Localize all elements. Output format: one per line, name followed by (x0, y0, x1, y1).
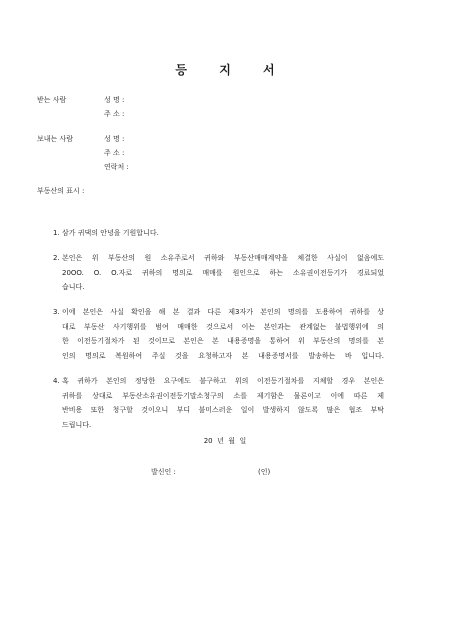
sender-address-label: 주 소 : (104, 149, 125, 157)
document-title: 등 지 서 (175, 63, 289, 77)
paragraph-body (62, 226, 384, 241)
paragraph-line: 귀하를 상대로 부동산소유권이전등기말소청구의 소를 제기함은 물론이고 이에 따른 제 (62, 391, 384, 400)
paragraph-line: 삼가 귀댁의 안녕을 기원합니다. (62, 229, 159, 237)
paragraph-body (62, 305, 384, 363)
paragraph-number: 2. (53, 254, 60, 262)
sender-name-label: 성 명 : (104, 135, 125, 143)
recipient-name-label: 성 명 : (104, 96, 125, 104)
paragraph-line: 드립니다. (62, 420, 92, 429)
paragraph-line: 대로 부동산 사기행위를 범여 매매한 것으로서 이는 본인과는 관계없는 불법행위에 의 (62, 322, 384, 331)
paragraph-number: 4. (53, 377, 60, 385)
paragraph-line: 이에 본인은 사실 확인을 해 본 결과 다른 제3자가 본인의 명의를 도용하여 귀하를 상 (62, 308, 384, 316)
paragraph-line: 습니다. (62, 283, 85, 291)
paragraph-line: 한 이전등기절차가 된 것이므로 본인은 본 내용증명을 통하여 위 부동산의 명의를 본 (62, 337, 384, 345)
paragraph-number: 3. (53, 308, 60, 316)
paragraph-line: 반비용 또한 청구할 것이오니 부디 불미스러운 일이 발생하지 않도록 많은 협조 부탁 (62, 406, 384, 414)
sender-label: 보내는 사람 (37, 135, 74, 143)
paragraph-line: 인의 명의로 복원하여 주실 것을 요청하고자 본 내용증명서를 발송하는 바 입니다. (62, 351, 384, 360)
paragraph-line: 혹 귀하가 본인의 정당한 요구에도 불구하고 위의 이전등기절차를 지체할 경우 본인은 (62, 377, 384, 385)
recipient-address-label: 주 소 : (104, 110, 125, 118)
signature-seal: (인) (258, 468, 271, 476)
paragraph-number: 1. (53, 229, 60, 237)
property-label: 부동산의 표시 : (37, 187, 85, 195)
signature-label: 발신인 : (151, 468, 176, 476)
paragraph-body (62, 251, 384, 295)
paragraph-line: 본인은 위 부동산의 원 소유주로서 귀하와 부동산매매계약을 체결한 사실이 없음에도 (62, 254, 384, 262)
sender-contact-label: 연락처 : (104, 163, 129, 171)
recipient-label: 받는 사람 (37, 96, 67, 104)
paragraph-line: 20OO. O. O.자로 귀하의 명의로 매매를 원인으로 하는 소유권이전등기가 경료되었 (62, 268, 384, 277)
paragraph-body (62, 374, 384, 432)
date-line: 20 년 월 일 (203, 437, 247, 445)
